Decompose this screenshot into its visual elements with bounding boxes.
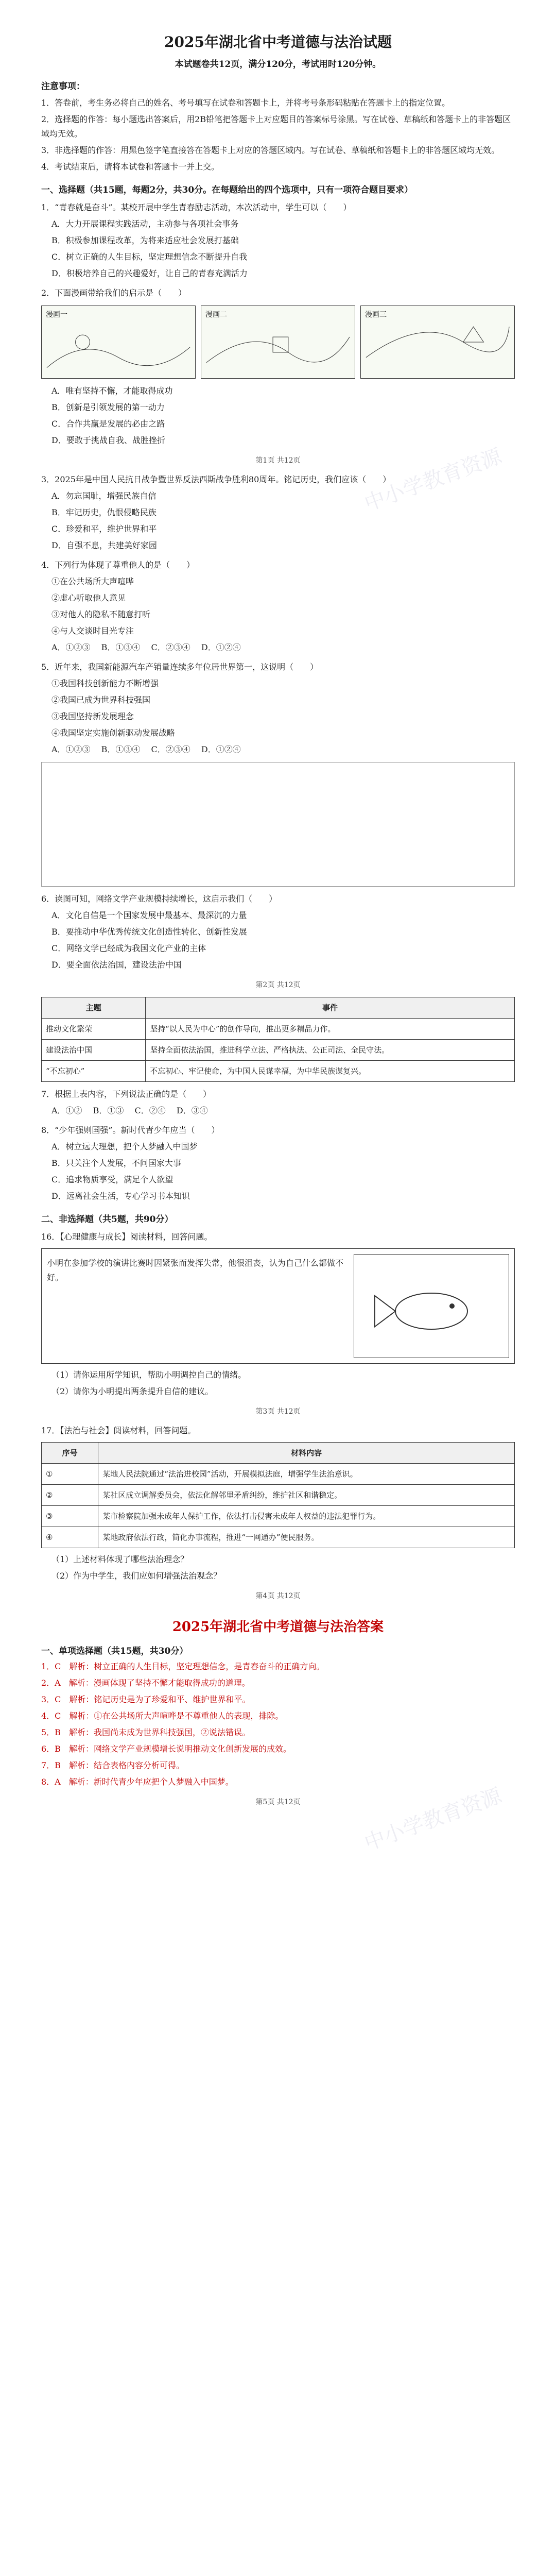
- table-header: 材料内容: [98, 1443, 515, 1464]
- option: ③对他人的隐私不随意打听: [51, 609, 151, 619]
- answer-choices: [41, 1104, 515, 1118]
- answer-item: 6．B 解析：网络文学产业规模增长说明推动文化创新发展的成效。: [41, 1744, 291, 1754]
- question-2: 2．下面漫画带给我们的启示是（ ）: [41, 288, 187, 298]
- option: A．勿忘国耻，增强民族自信: [51, 491, 157, 501]
- option: C．珍爱和平，维护世界和平: [51, 524, 157, 534]
- event-table: [41, 997, 515, 1082]
- choice: A．①②③: [51, 642, 91, 652]
- option: C．合作共赢是发展的必由之路: [51, 419, 165, 429]
- notice-item: 1．答卷前，考生务必将自己的姓名、考号填写在试卷和答题卡上，并将考号条形码粘贴在答题卡上的指定位置。: [41, 98, 450, 108]
- option: ④我国坚定实施创新驱动发展战略: [51, 728, 176, 738]
- table-cell: ④: [42, 1527, 98, 1548]
- cartoon-panels: [41, 306, 515, 379]
- table-cell: 某地政府依法行政，简化办事流程，推进“一网通办”便民服务。: [98, 1527, 515, 1548]
- option: D．自强不息，共建美好家园: [51, 540, 157, 550]
- table-row: [42, 1061, 515, 1082]
- option: B．创新是引领发展的第一动力: [51, 402, 165, 412]
- page-number: 第1页 共12页: [255, 456, 301, 465]
- question-16: 16．【心理健康与成长】阅读材料，回答问题。: [41, 1232, 213, 1242]
- option: C．树立正确的人生目标，坚定理想信念不断提升自我: [51, 252, 248, 262]
- watermark: 中小学教育资源: [361, 1784, 505, 1856]
- question-4: 4．下列行为体现了尊重他人的是（ ）: [41, 560, 195, 570]
- cartoon-panel: [41, 306, 196, 379]
- material-text: [47, 1254, 349, 1358]
- cartoon-panel: [360, 306, 515, 379]
- table-row: [42, 1464, 515, 1485]
- table-header: 事件: [146, 997, 515, 1019]
- answer-section-heading: 一、单项选择题（共15题，共30分）: [41, 1646, 188, 1656]
- answer-item: 2．A 解析：漫画体现了坚持不懈才能取得成功的道理。: [41, 1678, 250, 1688]
- option: C．追求物质享受，满足个人欲望: [51, 1175, 173, 1184]
- table-cell: 坚持全面依法治国，推进科学立法、严格执法、公正司法、全民守法。: [146, 1040, 515, 1061]
- option: A．唯有坚持不懈，才能取得成功: [51, 386, 173, 396]
- chart-svg: [46, 767, 509, 880]
- table-cell: 某地人民法院通过“法治进校园”活动，开展模拟法庭，增强学生法治意识。: [98, 1464, 515, 1485]
- page-number: 第2页 共12页: [255, 981, 301, 989]
- choice: A．①②③: [51, 744, 91, 754]
- option: D．要敢于挑战自我、战胜挫折: [51, 435, 165, 445]
- answer-item: 1．C 解析：树立正确的人生目标，坚定理想信念，是青春奋斗的正确方向。: [41, 1662, 325, 1671]
- option: ①我国科技创新能力不断增强: [51, 679, 159, 688]
- choice: D．①②④: [201, 744, 241, 754]
- option: A．文化自信是一个国家发展中最基本、最深沉的力量: [51, 910, 247, 920]
- sub-question: （1）请你运用所学知识，帮助小明调控自己的情绪。: [51, 1370, 247, 1380]
- choice: D．③④: [176, 1106, 208, 1115]
- choice: A．①②: [51, 1106, 82, 1115]
- answer-item: 7．B 解析：结合表格内容分析可得。: [41, 1760, 184, 1770]
- material-box: [41, 1248, 515, 1364]
- option: B．只关注个人发展，不问国家大事: [51, 1158, 181, 1168]
- option: B．要推动中华优秀传统文化创造性转化、创新性发展: [51, 927, 247, 937]
- option: ③我国坚持新发展理念: [51, 711, 134, 721]
- table-row: [42, 1506, 515, 1527]
- choice: B．①③: [93, 1106, 124, 1115]
- answer-item: 3．C 解析：铭记历史是为了珍爱和平、维护世界和平。: [41, 1694, 251, 1704]
- answer-choices: [41, 742, 515, 757]
- choice: C．②③④: [151, 744, 190, 754]
- option: ②我国已成为世界科技强国: [51, 695, 151, 705]
- page-number: 第3页 共12页: [255, 1408, 301, 1416]
- table-cell: 坚持“以人民为中心”的创作导向，推出更多精品力作。: [146, 1019, 515, 1040]
- option: A．大力开展课程实践活动，主动参与各项社会事务: [51, 219, 239, 229]
- table-cell: “不忘初心”: [42, 1061, 146, 1082]
- option: ②虚心听取他人意见: [51, 593, 126, 603]
- choice: D．①②④: [201, 642, 241, 652]
- exam-title: 2025年湖北省中考道德与法治试题: [164, 33, 392, 50]
- table-cell: 建设法治中国: [42, 1040, 146, 1061]
- notice-item: 3．非选择题的作答：用黑色签字笔直接答在答题卡上对应的答题区域内。写在试卷、草稿纸和答题卡上的非答题区域均无效。: [41, 145, 500, 155]
- page-number: 第5页 共12页: [255, 1798, 301, 1806]
- material-paragraph: 小明在参加学校的演讲比赛时因紧张而发挥失常，他很沮丧，认为自己什么都做不好。: [47, 1258, 344, 1282]
- panel-label: 漫画一: [46, 311, 67, 319]
- table-row: [42, 1040, 515, 1061]
- question-7: 7．根据上表内容，下列说法正确的是（ ）: [41, 1089, 212, 1099]
- table-row: [42, 1485, 515, 1506]
- option: D．积极培养自己的兴趣爱好，让自己的青春充满活力: [51, 268, 248, 278]
- answer-item: 8．A 解析：新时代青少年应把个人梦融入中国梦。: [41, 1777, 234, 1787]
- question-8: 8．“少年强则国强”。新时代青少年应当（ ）: [41, 1125, 220, 1135]
- option: D．要全面依法治国，建设法治中国: [51, 960, 182, 970]
- table-cell: 某社区成立调解委员会，依法化解邻里矛盾纠纷，维护社区和谐稳定。: [98, 1485, 515, 1506]
- notice-title: 注意事项：: [41, 81, 85, 92]
- fish-illustration: [354, 1254, 509, 1358]
- choice: C．②④: [134, 1106, 166, 1115]
- option: D．远离社会生活，专心学习书本知识: [51, 1191, 190, 1201]
- page-number: 第4页 共12页: [255, 1592, 301, 1600]
- table-cell: ③: [42, 1506, 98, 1527]
- section-heading: 一、选择题（共15题，每题2分，共30分。在每题给出的四个选项中，只有一项符合题目要求）: [41, 185, 413, 195]
- question-17: 17．【法治与社会】阅读材料，回答问题。: [41, 1426, 196, 1435]
- table-row: [42, 1527, 515, 1548]
- notice-item: 2．选择题的作答：每小题选出答案后，用2B铅笔把答题卡上对应题目的答案标号涂黑。写在试卷、草稿纸和答题卡上的非答题区域均无效。: [41, 114, 511, 139]
- table-cell: 某市检察院加强未成年人保护工作，依法打击侵害未成年人权益的违法犯罪行为。: [98, 1506, 515, 1527]
- table-cell: ①: [42, 1464, 98, 1485]
- sub-question: （1）上述材料体现了哪些法治理念？: [51, 1554, 189, 1564]
- choice: B．①③④: [101, 744, 141, 754]
- material-table: [41, 1442, 515, 1548]
- watermark: 中小学教育资源: [361, 444, 505, 516]
- answer-item: 5．B 解析：我国尚未成为世界科技强国，②说法错误。: [41, 1727, 250, 1737]
- option: ①在公共场所大声喧哗: [51, 577, 134, 586]
- table-header: 序号: [42, 1443, 98, 1464]
- option: A．树立远大理想，把个人梦融入中国梦: [51, 1142, 198, 1151]
- section-heading: 二、非选择题（共5题，共90分）: [41, 1214, 173, 1225]
- question-6: 6．读图可知，网络文学产业规模持续增长，这启示我们（ ）: [41, 894, 277, 904]
- choice: C．②③④: [151, 642, 190, 652]
- exam-page: [21, 0, 535, 1856]
- exam-meta: 本试题卷共12页，满分120分，考试用时120分钟。: [175, 59, 381, 70]
- table-header: 主题: [42, 997, 146, 1019]
- panel-label: 漫画三: [365, 311, 387, 319]
- answer-item: 4．C 解析：①在公共场所大声喧哗是不尊重他人的表现，排除。: [41, 1711, 284, 1721]
- answer-choices: [41, 640, 515, 655]
- question-1: 1．“青春就是奋斗”。某校开展中学生青春励志活动，本次活动中，学生可以（ ）: [41, 202, 352, 212]
- option: C．网络文学已经成为我国文化产业的主体: [51, 943, 206, 953]
- question-3: 3．2025年是中国人民抗日战争暨世界反法西斯战争胜利80周年。铭记历史，我们应该（ ）: [41, 474, 391, 484]
- option: B．积极参加课程改革，为将来适应社会发展打基础: [51, 235, 239, 245]
- notice-item: 4．考试结束后，请将本试卷和答题卡一并上交。: [41, 162, 220, 172]
- table-cell: 推动文化繁荣: [42, 1019, 146, 1040]
- option: ④与人交谈时目光专注: [51, 626, 134, 636]
- sub-question: （2）请你为小明提出两条提升自信的建议。: [51, 1386, 214, 1396]
- question-5: 5．近年来，我国新能源汽车产销量连续多年位居世界第一，这说明（ ）: [41, 662, 319, 672]
- fish-icon: [354, 1255, 509, 1358]
- bar-chart: [41, 762, 515, 887]
- table-cell: 不忘初心、牢记使命，为中国人民谋幸福，为中华民族谋复兴。: [146, 1061, 515, 1082]
- sub-question: （2）作为中学生，我们应如何增强法治观念？: [51, 1571, 222, 1581]
- panel-label: 漫画二: [205, 311, 227, 319]
- cartoon-panel: [201, 306, 355, 379]
- table-row: [42, 1019, 515, 1040]
- answer-title: 2025年湖北省中考道德与法治答案: [172, 1619, 384, 1635]
- table-cell: ②: [42, 1485, 98, 1506]
- choice: B．①③④: [101, 642, 141, 652]
- option: B．牢记历史，仇恨侵略民族: [51, 507, 157, 517]
